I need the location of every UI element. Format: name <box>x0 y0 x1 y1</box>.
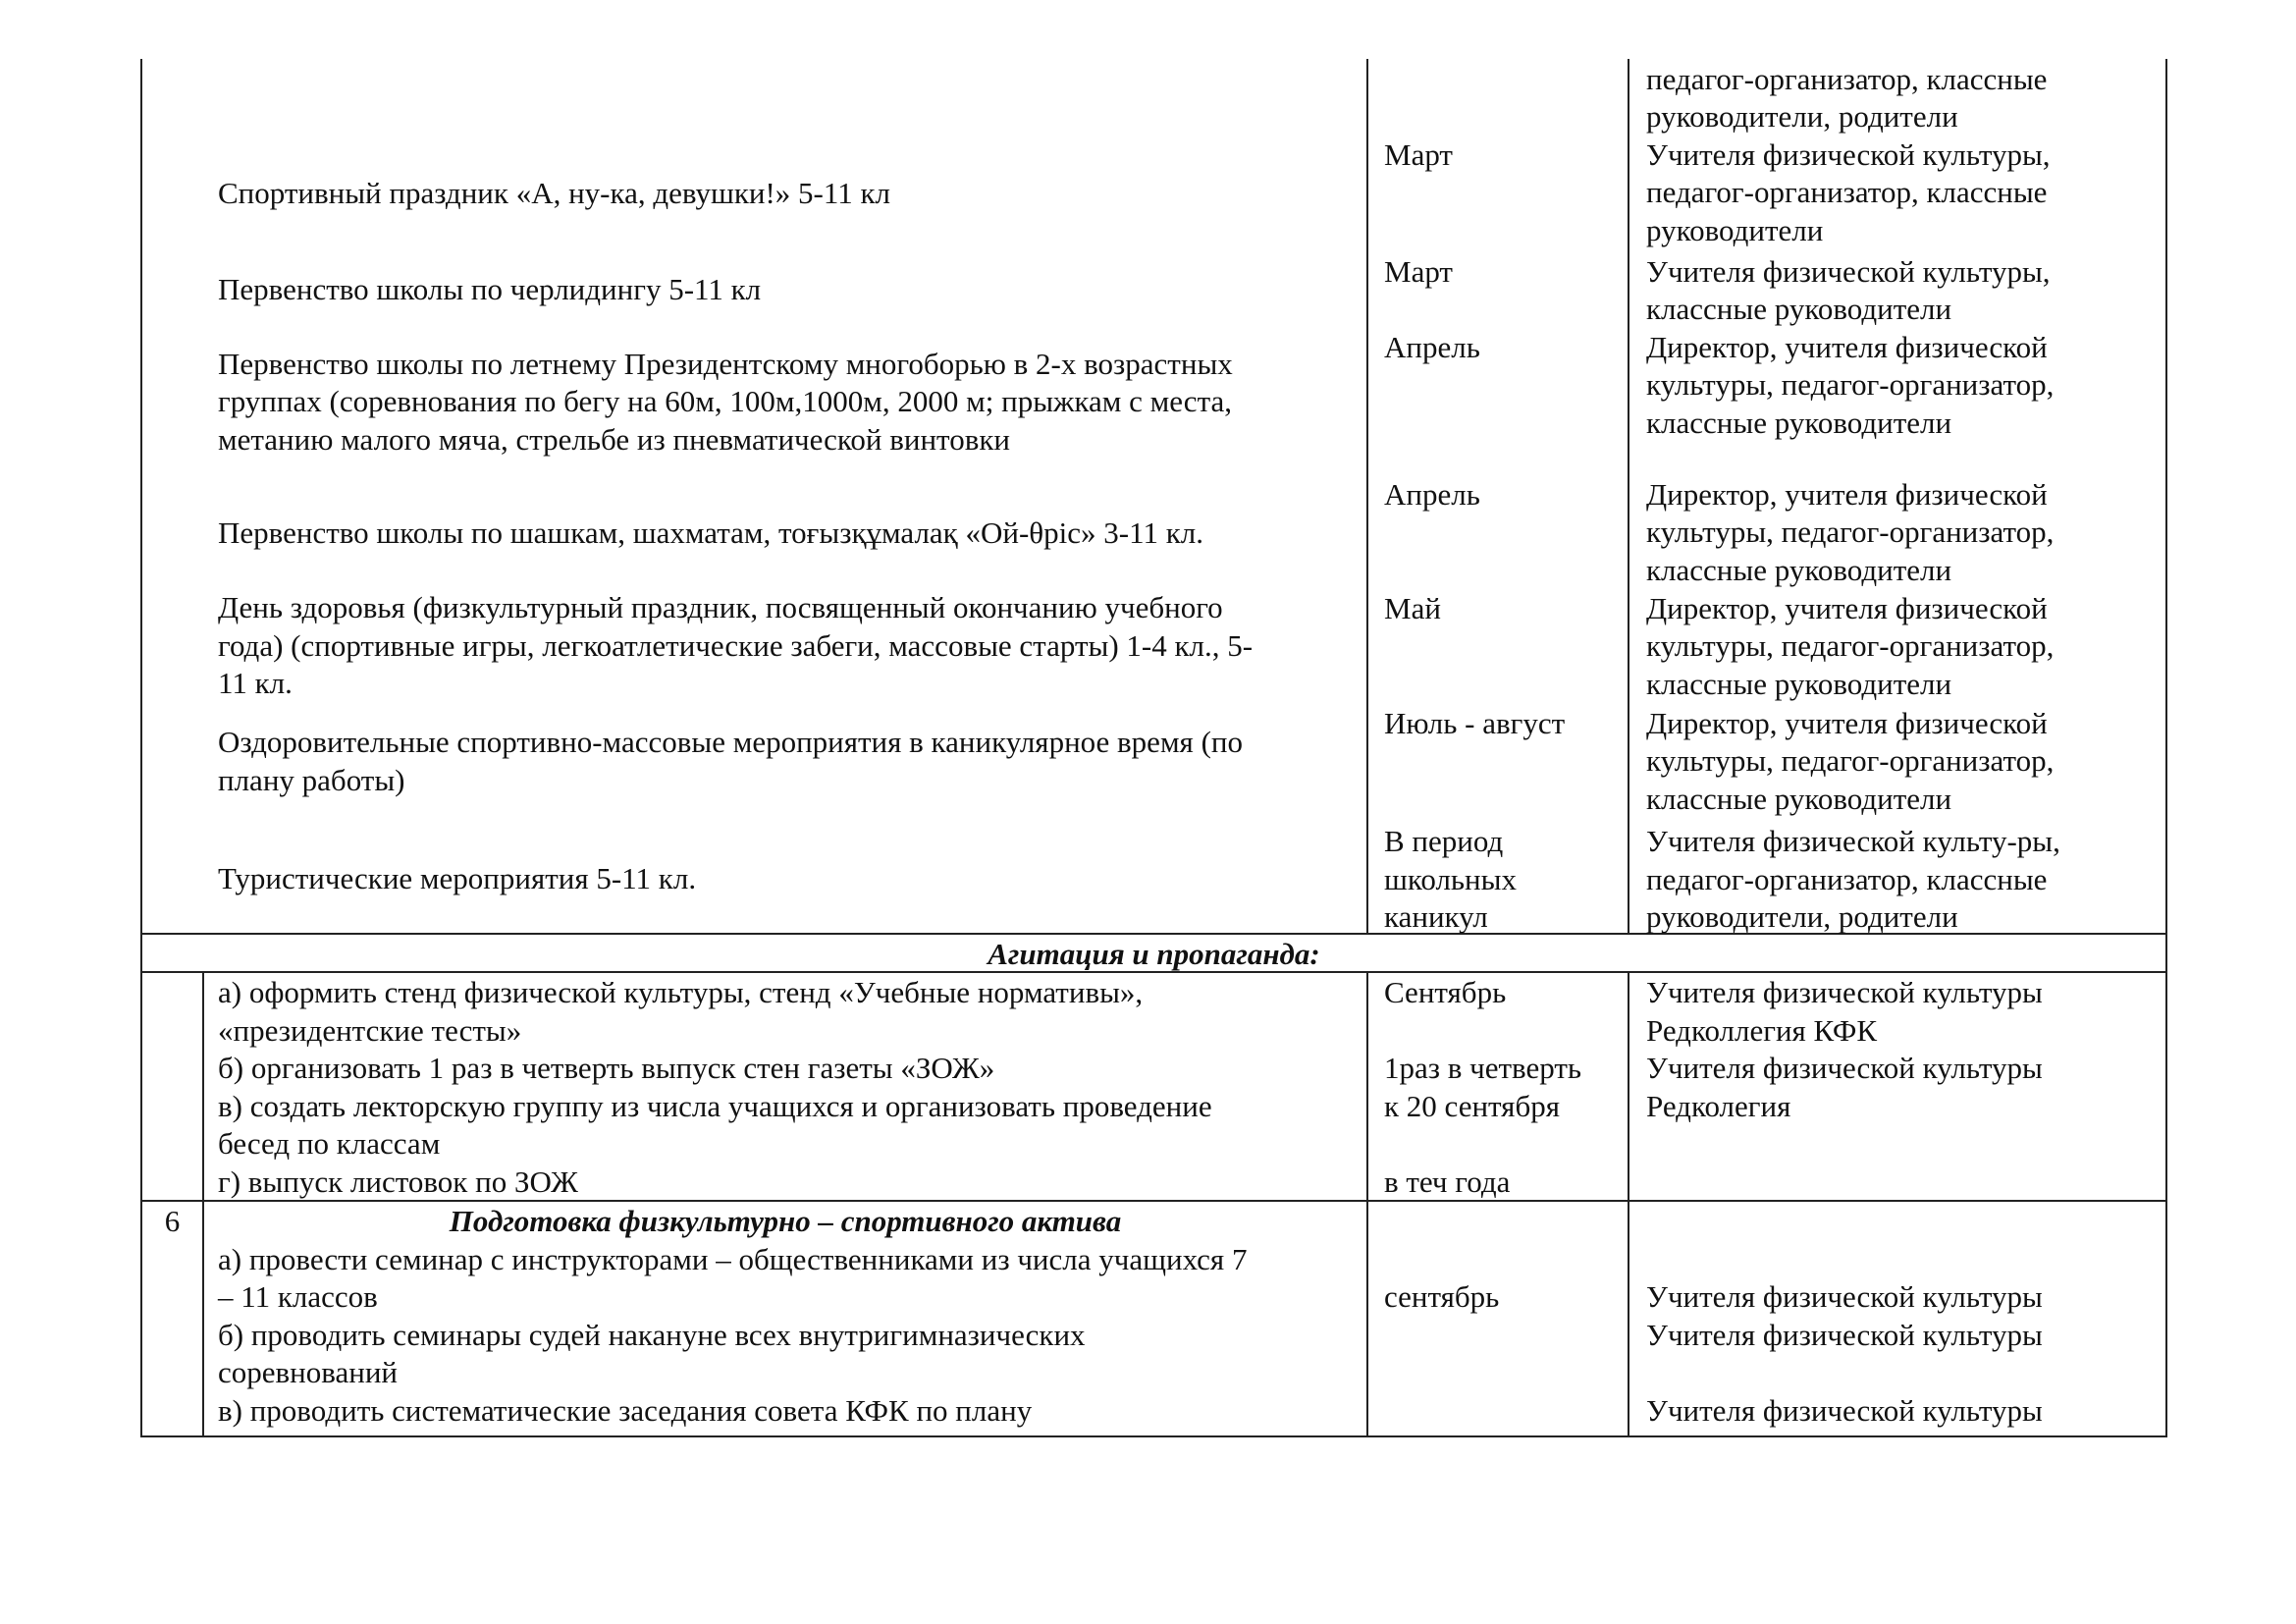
responsible-cell: Учителя физической культуры <box>1646 1318 2043 1352</box>
responsible-cell: Редколлегия КФК <box>1646 1013 1878 1048</box>
column-divider-responsible <box>1628 59 1629 933</box>
list-item: б) проводить семинары судей накануне всех внутригимназических <box>218 1318 1086 1352</box>
table-right-border <box>2165 59 2167 1437</box>
list-item: а) оформить стенд физической культуры, стенд «Учебные нормативы», <box>218 975 1144 1009</box>
date-cell: к 20 сентября <box>1384 1089 1560 1123</box>
section-heading-activists: Подготовка физкультурно – спортивного актива <box>449 1204 1122 1238</box>
section-heading-agitation: Агитация и пропаганда: <box>988 937 1320 971</box>
column-divider-date <box>1366 971 1368 1437</box>
list-item: «президентские тесты» <box>218 1013 522 1048</box>
date-cell: Март <box>1384 137 1453 172</box>
responsible-cell: Учителя физической культуры <box>1646 1279 2043 1314</box>
list-item: а) провести семинар с инструкторами – общественниками из числа учащихся 7 <box>218 1242 1248 1276</box>
date-cell: Апрель <box>1384 330 1480 364</box>
date-cell: Май <box>1384 591 1441 625</box>
date-cell: Апрель <box>1384 477 1480 512</box>
column-divider-responsible <box>1628 971 1629 1437</box>
event-cell: Первенство школы по шашкам, шахматам, тоғызқұмалақ «Ой-θріс» 3-11 кл. <box>218 515 1203 550</box>
responsible-cell: Учителя физической культуры <box>1646 1051 2043 1085</box>
list-item: в) создать лекторскую группу из числа учащихся и организовать проведение <box>218 1089 1212 1123</box>
date-cell: Сентябрь <box>1384 975 1507 1009</box>
date-cell: 1раз в четверть <box>1384 1051 1582 1085</box>
list-item: в) проводить систематические заседания совета КФК по плану <box>218 1393 1033 1428</box>
date-cell: Март <box>1384 254 1453 289</box>
responsible-cell: Редколегия <box>1646 1089 1791 1123</box>
list-item: – 11 классов <box>218 1279 378 1314</box>
event-cell: Туристические мероприятия 5-11 кл. <box>218 861 697 895</box>
date-cell: в теч года <box>1384 1164 1511 1199</box>
date-cell: сентябрь <box>1384 1279 1500 1314</box>
event-cell: Спортивный праздник «А, ну-ка, девушки!» 5-11 кл <box>218 176 890 210</box>
event-cell: Первенство школы по черлидингу 5-11 кл <box>218 272 762 306</box>
list-item: бесед по классам <box>218 1126 441 1161</box>
responsible-cell: Учителя физической культуры <box>1646 1393 2043 1428</box>
list-item: б) организовать 1 раз в четверть выпуск стен газеты «ЗОЖ» <box>218 1051 995 1085</box>
column-divider-date <box>1366 59 1368 933</box>
section-number: 6 <box>164 1204 181 1238</box>
list-item: г) выпуск листовок по ЗОЖ <box>218 1164 578 1199</box>
date-cell: Июль - август <box>1384 706 1566 740</box>
table-bottom-border <box>140 1435 2167 1437</box>
list-item: соревнований <box>218 1355 399 1389</box>
responsible-cell: Учителя физической культуры <box>1646 975 2043 1009</box>
